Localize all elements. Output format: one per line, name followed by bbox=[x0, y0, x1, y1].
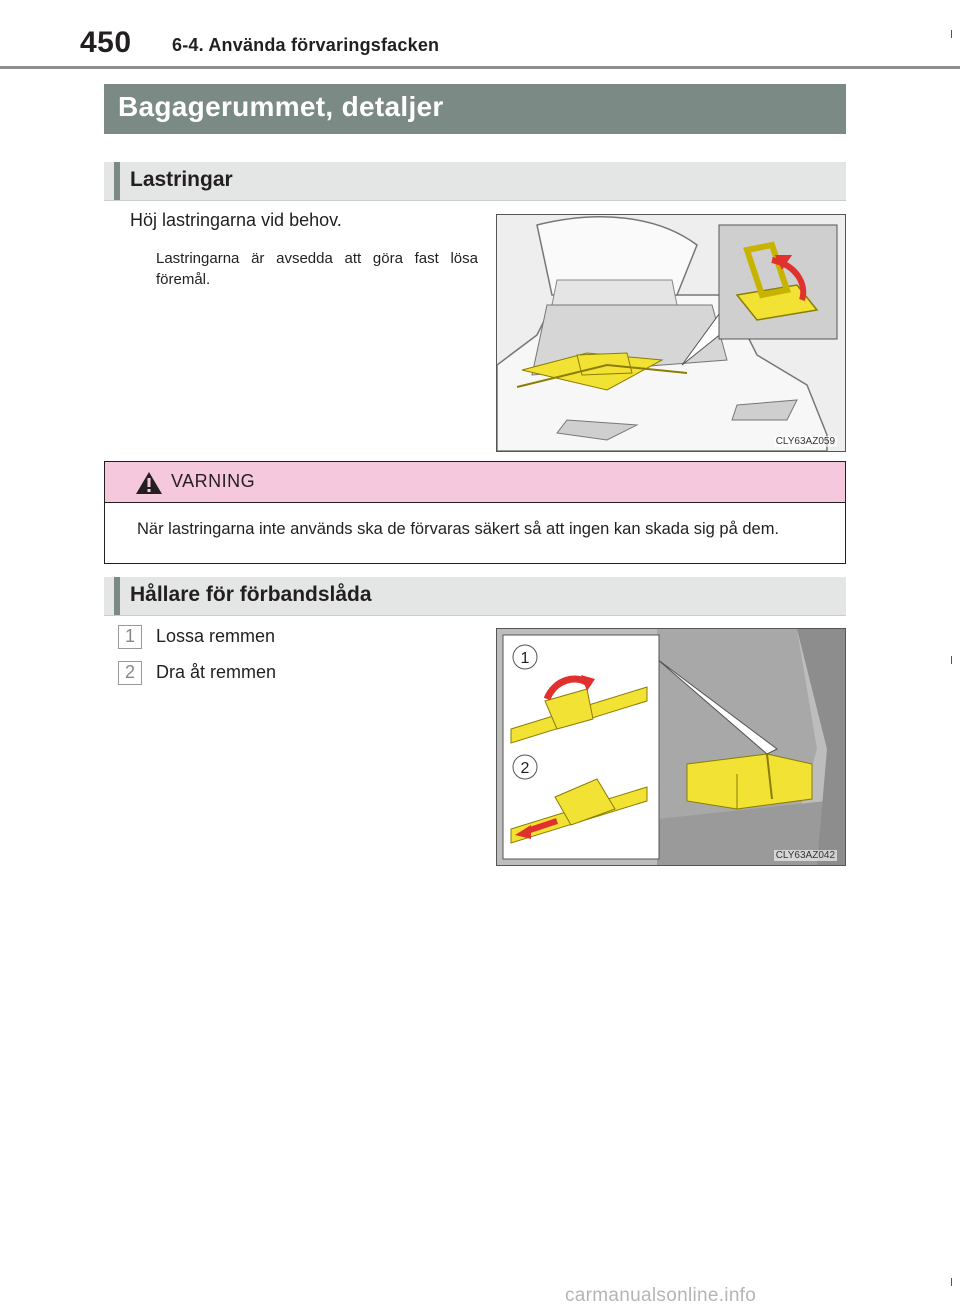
section-heading-label: Hållare för förbandslåda bbox=[130, 583, 372, 606]
step-text: Dra åt remmen bbox=[156, 662, 277, 682]
section-heading-label: Lastringar bbox=[130, 168, 233, 191]
crop-mark bbox=[951, 30, 952, 38]
step-number-badge: 2 bbox=[118, 661, 142, 685]
section-reference: 6-4. Använda förvaringsfacken bbox=[172, 35, 440, 55]
heading-stripe bbox=[114, 162, 120, 200]
crop-mark bbox=[951, 1278, 952, 1286]
step-number-badge: 1 bbox=[118, 625, 142, 649]
heading-stripe bbox=[114, 577, 120, 615]
warning-triangle-icon bbox=[135, 471, 163, 495]
section-heading-first-aid-holder bbox=[104, 577, 846, 616]
section-intro: Höj lastringarna vid behov. bbox=[130, 210, 342, 230]
warning-header bbox=[105, 462, 845, 503]
figure-tie-down-rings bbox=[496, 214, 846, 452]
figure-code: CLY63AZ042 bbox=[775, 850, 835, 861]
section-detail: Lastringarna är avsedda att göra fast lösa föremål. bbox=[156, 250, 478, 288]
trunk-illustration bbox=[497, 215, 845, 451]
warning-label: VARNING bbox=[171, 471, 256, 491]
crop-mark bbox=[951, 656, 952, 664]
page-title: Bagagerummet, detaljer bbox=[118, 91, 444, 122]
figure-callout: 1 bbox=[520, 650, 530, 667]
watermark: carmanualsonline.info bbox=[565, 1285, 757, 1306]
figure-code: CLY63AZ059 bbox=[775, 436, 835, 447]
page-number: 450 bbox=[80, 26, 132, 59]
figure-first-aid-holder bbox=[496, 628, 846, 866]
step-text: Lossa remmen bbox=[156, 626, 276, 646]
warning-text: När lastringarna inte används ska de förvaras säkert så att ingen kan skada sig på dem. bbox=[137, 520, 780, 538]
header-rule bbox=[0, 66, 960, 69]
figure-callout: 2 bbox=[520, 760, 530, 777]
strap-illustration bbox=[497, 629, 845, 865]
page-title-bar bbox=[104, 84, 846, 134]
section-heading-lastringar bbox=[104, 162, 846, 201]
warning-box bbox=[104, 461, 846, 564]
